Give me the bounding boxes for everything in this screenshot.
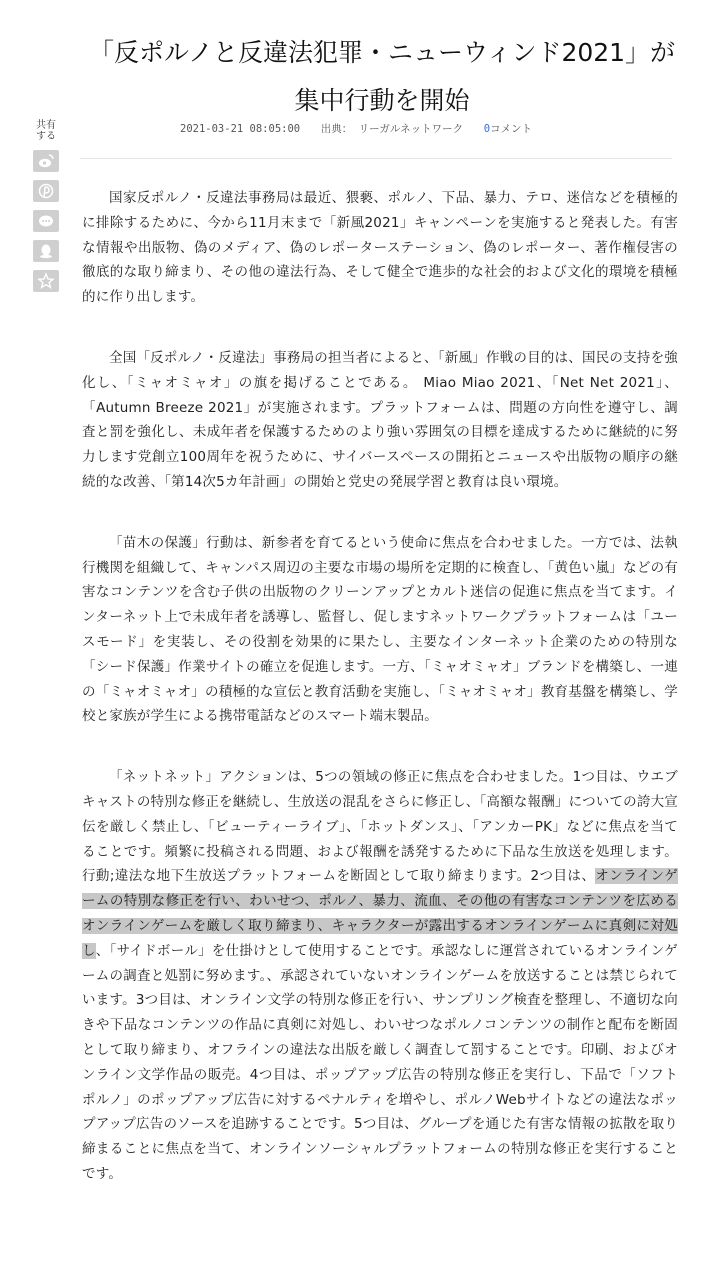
share-label: 共有 する [36, 120, 56, 142]
article-paragraph-2: 全国「反ポルノ・反違法」事務局の担当者によると、「新風」作戦の目的は、国民の支持を強化し、「ミャオミャオ」の旗を掲げることである。 Miao Miao 2021、「Net Net 2021」、「Autumn Breeze 2021」が実施されます。プラットフォームは、問題の方向性を遵守し、調査と罰を強化し、未成年者を保護するためのより強い雰囲気の目標を達成するために継続的に努力します党創立100周年を祝うために、サイバースペースの開拓とニュースや出版物の順序の継続的な改善、「第14次5カ年計画」の開始と党史の発展学習と教育は良い環境。 [82, 349, 678, 490]
wechat-share-button[interactable] [33, 210, 59, 232]
comment-label[interactable]: コメント [490, 123, 533, 135]
favorite-star-icon [37, 272, 55, 290]
weibo-share-button[interactable] [33, 150, 59, 172]
source-label: 出典： [320, 123, 353, 135]
header-divider [80, 158, 672, 159]
selected-text[interactable]: オンラインゲームの特別な修正を行い、わいせつ、ポルノ、暴力、流血、その他の有害なコンテンツを広めるオンラインゲームを厳しく取り締まり、キャラクターが露出するオンラインゲームに真剣に対処し [82, 868, 679, 959]
article-title: 「反ポルノと反違法犯罪・ニューウィンド2021」が集中行動を開始 [88, 37, 676, 115]
pinterest-share-button[interactable] [33, 180, 59, 202]
comment-count[interactable]: 0 [483, 123, 491, 135]
weibo-icon [37, 152, 55, 170]
pinterest-icon [37, 182, 55, 200]
paragraph-text: 「ネットネット」アクションは、5つの領域の修正に焦点を合わせました。1つ目は、ウエブキャストの特別な修正を継続し、生放送の混乱をさらに修正し、「高額な報酬」についての誇大宣伝を厳しく禁止し、「ビューティーライブ」、「ホットダンス」、「アンカーPK」などに焦点を当てることです。頻繁に投稿される問題、および報酬を誘発するために下品な生放送を処理します。行動;違法な地下生放送プラットフォームを断固として取り締まります。2つ目は、 [82, 769, 678, 885]
favorite-share-button[interactable] [33, 270, 59, 292]
publish-datetime: 2021-03-21 08:05:00 [180, 123, 301, 135]
article-paragraph-4 [82, 765, 678, 1187]
paragraph-text: 、「サイドボール」を仕掛けとして使用することです。承認なしに運営されているオンラインゲームの調査と処罰に努めます。、承認されていないオンラインゲームを放送することは禁じられています。3つ目は、オンライン文学の特別な修正を行い、サンプリング検査を整理し、不適切な向きや下品なコンテンツの作品に真剣に対処し、わいせつなポルノコンテンツの制作と配布を断固として取り締まり、オフラインの違法な出版を厳しく調査して罰することです。印刷、およびオンライン文学作品の販売。4つ目は、ポップアップ広告の特別な修正を実行し、下品で「ソフトポルノ」のポップアップ広告に対するペナルティを増やし、ポルノWebサイトなどの違法なポップアップ広告のソースを追跡することです。5つ目は、グループを通じた有害な情報の拡散を取り締まることに焦点を当て、オンラインソーシャルプラットフォームの特別な修正を実行することです。 [82, 942, 678, 1182]
qq-icon [37, 242, 55, 260]
article-paragraph-3: 「苗木の保護」行動は、新参者を育てるという使命に焦点を合わせました。一方では、法執行機関を組織して、キャンパス周辺の主要な市場の場所を定期的に検査し、「黄色い嵐」などの有害なコンテンツを含む子供の出版物のクリーンアップとカルト迷信の促進に焦点を当てます。インターネット上で未成年者を誘導し、監督し、促しますネットワークプラットフォームは「ユースモード」を実装し、その役割を効果的に果たし、主要なインターネット企業のための特別な「シード保護」作業サイトの確立を促進します。一方、「ミャオミャオ」ブランドを構築し、一連の「ミャオミャオ」の積極的な宣伝と教育活動を実施し、「ミャオミャオ」教育基盤を構築し、学校と家族が学生による携帯電話などのスマート端末製品。 [82, 534, 678, 725]
share-sidebar [32, 120, 64, 292]
qq-share-button[interactable] [33, 240, 59, 262]
article-body [82, 186, 678, 1223]
wechat-icon [37, 212, 55, 230]
article-paragraph-1: 国家反ポルノ・反違法事務局は最近、猥褻、ポルノ、下品、暴力、テロ、迷信などを積極的に排除するために、今から11月末まで「新風2021」キャンペーンを実施すると発表した。有害な情報や出版物、偽のメディア、偽のレポーターステーション、偽のレポーター、著作権侵害の徹底的な取り締まり、その他の違法行為、そして健全で進歩的な社会的および文化的環境を積極的に作り出します。 [82, 190, 678, 306]
source-name[interactable]: リーガルネットワーク [358, 123, 464, 135]
article-meta [180, 121, 620, 136]
